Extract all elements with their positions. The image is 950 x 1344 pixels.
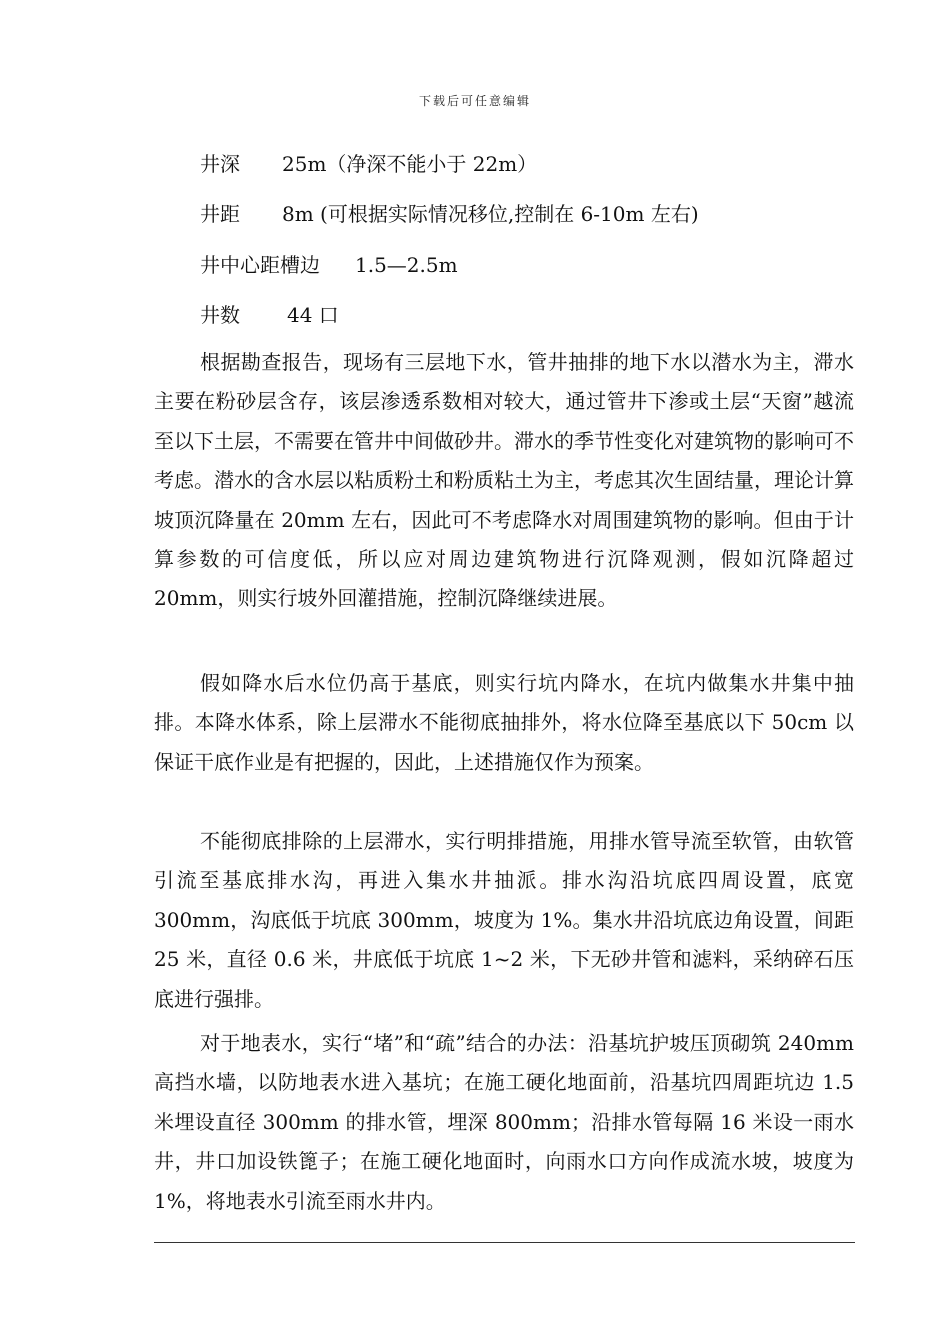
paragraph-surface-water: 对于地表水，实行“堵”和“疏”结合的办法：沿基坑护坡压顶砌筑 240mm 高挡水墙，以防地表水进入基坑；在施工硬化地面前，沿基坑四周距坑边 1.5 米埋设直径 300mm 的排水管，埋深 800mm；沿排水管每隔 16 米设一雨水井，井口加设铁篦子；在施工硬化地面时，向雨水口方向作成流水坡，坡度为 1%，将地表水引流至雨水井内。	[154, 1031, 854, 1213]
paragraph-perched-water: 不能彻底排除的上层滞水，实行明排措施，用排水管导流至软管，由软管引流至基底排水沟，再进入集水井抽派。排水沟沿坑底四周设置，底宽 300mm，沟底低于坑底 300mm，坡度为 1%。集水井沿坑底边角设置，间距 25 米，直径 0.6 米，井底低于坑底 1~2 米，下无砂井管和滤料，采纳碎石压底进行强排。	[154, 829, 854, 1011]
spec-well-spacing	[200, 200, 699, 228]
spec-value: 8m (可根据实际情况移位,控制在 6-10m 左右)	[282, 202, 699, 226]
spec-well-to-edge	[200, 251, 458, 279]
paragraph-groundwater: 根据勘查报告，现场有三层地下水，管井抽排的地下水以潜水为主，滞水主要在粉砂层含存，该层渗透系数相对较大，通过管井下渗或土层“天窗”越流至以下土层，不需要在管井中间做砂井。滞水的季节性变化对建筑物的影响可不考虑。潜水的含水层以粘质粉土和粉质粘土为主，考虑其次生固结量，理论计算坡顶沉降量在 20mm 左右，因此可不考虑降水对周围建筑物的影响。但由于计算参数的可信度低，所以应对周边建筑物进行沉降观测，假如沉降超过 20mm，则实行坡外回灌措施，控制沉降继续进展。	[154, 350, 854, 611]
spec-label: 井深	[200, 152, 240, 176]
spec-well-depth	[200, 150, 537, 178]
spec-label: 井距	[200, 202, 240, 226]
spec-value: 25m（净深不能小于 22m）	[282, 152, 538, 176]
footer-divider	[154, 1242, 855, 1243]
page-header: 下载后可任意编辑	[418, 94, 531, 108]
spec-label: 井数	[200, 303, 240, 327]
spec-value: 1.5—2.5m	[355, 253, 458, 277]
paragraph-pit-dewatering: 假如降水后水位仍高于基底，则实行坑内降水，在坑内做集水井集中抽排。本降水体系，除上层滞水不能彻底抽排外，将水位降至基底以下 50cm 以保证干底作业是有把握的，因此，上述措施仅作为预案。	[154, 671, 854, 774]
spec-value: 44 口	[287, 303, 339, 327]
spec-well-count	[200, 301, 339, 329]
spec-label: 井中心距槽边	[200, 253, 320, 277]
